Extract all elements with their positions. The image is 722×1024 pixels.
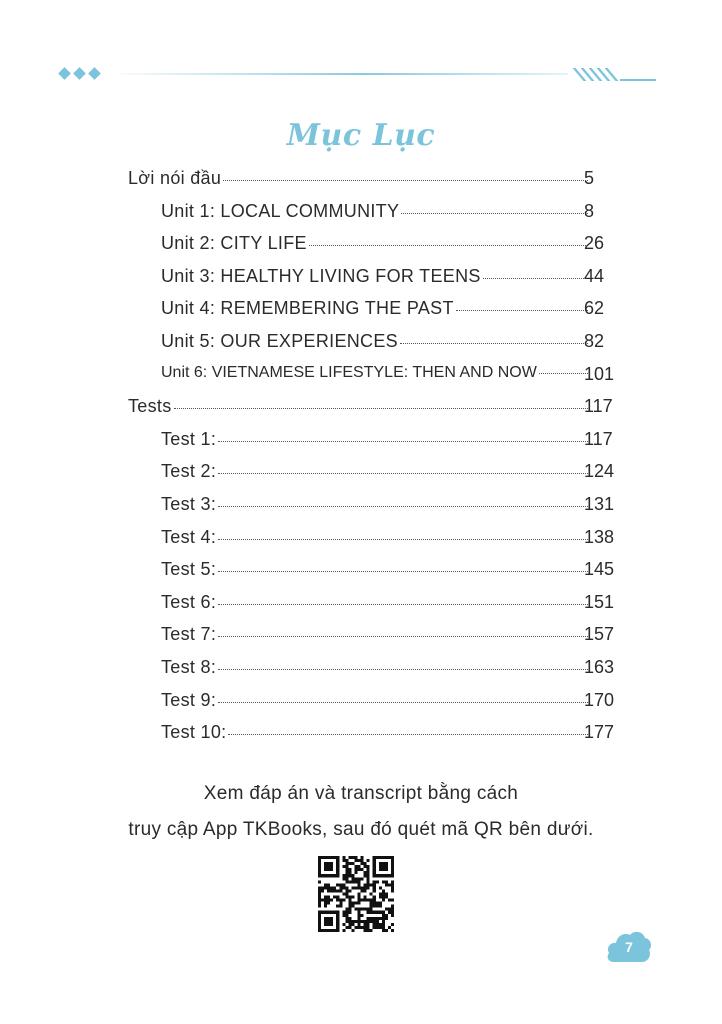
header-rule-tail [620,79,656,81]
toc-entry[interactable] [161,494,594,526]
toc-entry-page: 62 [584,298,605,319]
dot-leader [218,505,588,507]
dot-leader [539,372,588,374]
toc-entry-label: Unit 4: REMEMBERING THE PAST [161,298,454,319]
page-number: 7 [625,939,633,955]
toc-entry-label: Test 7: [161,624,217,645]
toc-entry-label: Test 4: [161,526,217,547]
toc-entry[interactable] [161,201,594,233]
dot-leader [456,309,588,311]
dot-leader [483,277,588,279]
toc-entry-page: 131 [584,494,615,514]
toc-entry-page: 5 [584,168,595,188]
toc-entry-page: 163 [584,657,615,677]
toc-entry[interactable] [161,559,594,591]
dot-leader [218,603,588,605]
dot-leader [218,440,588,442]
diamond-icon [88,67,101,80]
toc-entry[interactable] [161,722,594,754]
toc-entry-label: Test 1: [161,428,217,449]
toc-entry[interactable] [128,396,594,428]
dot-leader [223,179,588,181]
toc-entry-label: Test 3: [161,494,217,514]
toc-entry-page: 44 [584,265,605,286]
note-line-1: Xem đáp án và transcript bằng cách [203,783,519,804]
dot-leader [218,570,588,572]
toc-entry[interactable] [161,592,594,624]
toc-entry-page: 177 [584,722,615,743]
toc-entry-label: Lời nói đầu [128,168,222,188]
header-rule [118,73,568,75]
toc-entry-label: Test 6: [161,591,217,612]
toc-entry-page: 151 [584,591,615,612]
dot-leader [218,668,588,670]
toc-entry[interactable] [161,624,594,656]
toc-entry-page: 117 [584,428,613,449]
toc-entry-page: 145 [584,559,615,580]
toc-entry-label: Unit 5: OUR EXPERIENCES [161,331,398,351]
toc-entry[interactable] [161,690,594,722]
dot-leader [218,472,588,474]
toc-entry-page: 124 [584,461,615,482]
dot-leader [218,635,588,637]
toc-entry[interactable] [161,429,594,461]
dot-leader [218,538,588,540]
toc-entry[interactable] [161,364,594,396]
toc-entry[interactable] [161,461,594,493]
dot-leader [218,701,588,703]
page-number-badge [606,928,652,966]
toc-entry-page: 157 [584,624,615,645]
toc-entry-page: 117 [584,396,613,417]
page-header-ornament [0,62,722,88]
toc-entry-label: Unit 3: HEALTHY LIVING FOR TEENS [161,265,481,286]
qr-code-icon[interactable] [318,856,394,932]
dot-leader [400,342,588,344]
toc-entry-label: Unit 6: VIETNAMESE LIFESTYLE: THEN AND NOW [161,363,537,381]
diamond-icon [73,67,86,80]
toc-entry[interactable] [161,266,594,298]
note-line-2: truy cập App TKBooks, sau đó quét mã QR bên dưới. [128,819,594,840]
toc-entry-page: 26 [584,233,605,254]
toc-entry[interactable] [161,527,594,559]
toc-entry-label: Tests [128,396,172,417]
toc-entry-page: 101 [584,363,615,384]
diamond-icon [58,67,71,80]
toc-entry[interactable] [161,298,594,330]
toc-entry[interactable] [161,331,594,363]
dot-leader [401,212,588,214]
toc-entry-page: 170 [584,689,615,710]
toc-entry-page: 8 [584,200,595,221]
toc-entry-label: Test 8: [161,657,217,677]
toc-entry-page: 82 [584,331,605,351]
toc-entry-label: Test 9: [161,689,217,710]
dot-leader [228,733,588,735]
toc-entry-label: Unit 1: LOCAL COMMUNITY [161,200,400,221]
toc-entry-label: Test 10: [161,722,227,743]
page-title: Mục Lục [286,118,436,153]
toc-entry[interactable] [128,168,594,200]
toc-entry[interactable] [161,233,594,265]
toc-entry-label: Unit 2: CITY LIFE [161,233,307,254]
dot-leader [309,244,588,246]
toc-entry[interactable] [161,657,594,689]
toc-entry-label: Test 2: [161,461,217,482]
toc-entry-page: 138 [584,526,615,547]
dot-leader [174,407,588,409]
toc-entry-label: Test 5: [161,559,217,580]
